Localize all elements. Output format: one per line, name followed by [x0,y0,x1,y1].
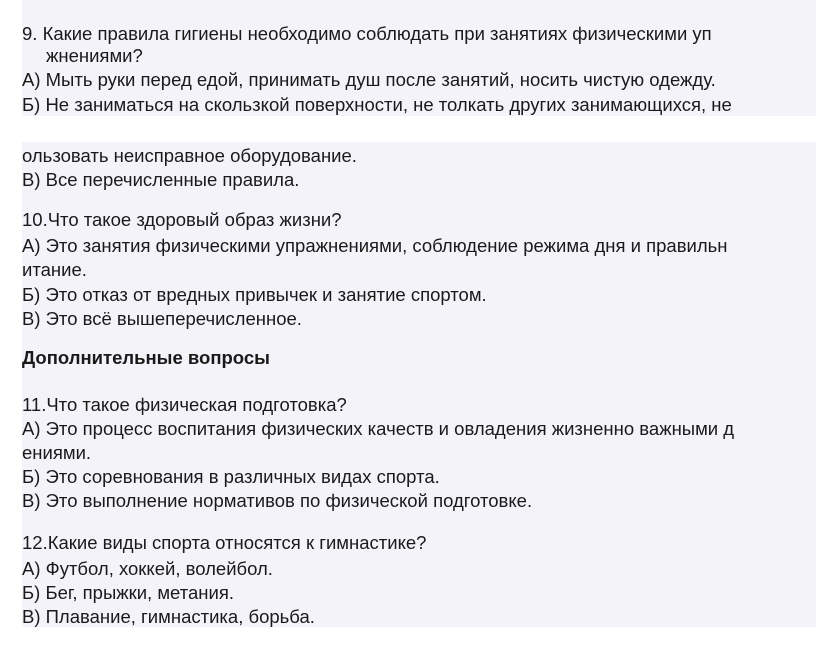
question-10-answer-c: В) Это всё вышеперечисленное. [22,308,302,329]
question-10-title: 10.Что такое здоровый образ жизни? [22,209,342,230]
question-12-answer-a: А) Футбол, хоккей, волейбол. [22,558,273,579]
question-10-answer-a-line-1: А) Это занятия физическими упражнениями, соблюдение режима дня и правильн [22,235,728,256]
question-9-line-2: жнениями? [46,45,143,66]
question-9-answer-b-continued: ользовать неисправное оборудование. [22,145,357,166]
question-12-title: 12.Какие виды спорта относятся к гимнастике? [22,532,427,553]
section-heading: Дополнительные вопросы [22,347,270,368]
question-12-answer-b: Б) Бег, прыжки, метания. [22,582,234,603]
question-12-answer-c: В) Плавание, гимнастика, борьба. [22,606,315,627]
question-10-answer-a-line-2: итание. [22,259,87,280]
question-9-line-1: 9. Какие правила гигиены необходимо соблюдать при занятиях физическими уп [22,23,712,44]
question-11-title: 11.Что такое физическая подготовка? [22,394,347,415]
question-11-answer-a-line-1: А) Это процесс воспитания физических качеств и овладения жизненно важными д [22,418,735,439]
question-9-answer-b: Б) Не заниматься на скользкой поверхности, не толкать других занимающихся, не [22,94,732,115]
question-9-answer-c: В) Все перечисленные правила. [22,169,300,190]
question-11-answer-a-line-2: ениями. [22,442,92,463]
question-10-answer-b: Б) Это отказ от вредных привычек и занятие спортом. [22,284,487,305]
question-11-answer-b: Б) Это соревнования в различных видах спорта. [22,466,440,487]
question-11-answer-c: В) Это выполнение нормативов по физической подготовке. [22,490,533,511]
question-9-answer-a: А) Мыть руки перед едой, принимать душ после занятий, носить чистую одежду. [22,69,716,90]
